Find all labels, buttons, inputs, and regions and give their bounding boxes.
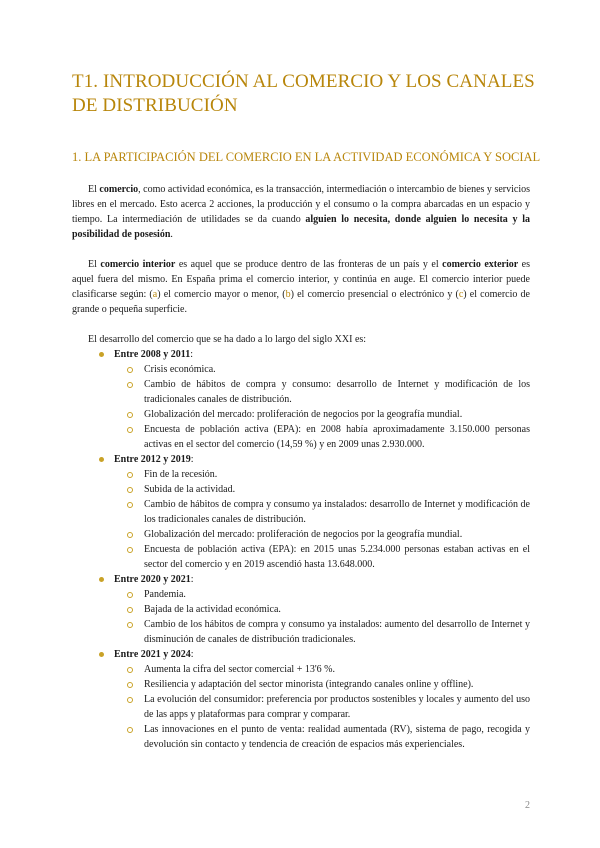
list-item-text: Cambio de hábitos de compra y consumo ya instalados: desarrollo de Internet y modificación de los tradicionales canales de distribución. (144, 499, 530, 525)
circle-bullet-icon (127, 532, 133, 538)
text-run: El (88, 184, 100, 195)
list-item (114, 527, 530, 542)
section-heading: 1. LA PARTICIPACIÓN DEL COMERCIO EN LA ACTIVIDAD ECONÓMICA Y SOCIAL (72, 150, 541, 164)
list-item-text: Globalización del mercado: proliferación de negocios por la geografía mundial. (144, 529, 463, 540)
bullet-icon (99, 577, 104, 582)
periods-list (72, 347, 530, 752)
period-item: Entre 2012 y 2019: Fin de la recesión. Subida de la actividad. Cambio de hábitos de compra y consumo ya instalados: desarrollo de Internet y modificación de los tradicionales canales de distribución. Globalización del mercado: proliferación de negocios por la geografía mundial. Encuesta de población activa (EPA): en 2015 unas 5.234.000 personas estaban activas en el sector del comercio y en 2019 ascendió hasta 13.648.000. (72, 452, 530, 572)
paragraph-interior-exterior (72, 257, 530, 317)
circle-bullet-icon (127, 667, 133, 673)
text-run: es aquel fuera del mismo. En España prima el comercio interior, y continúa en auge. El comercio interior puede clasificarse según: ( (72, 259, 531, 300)
bold-term: comercio interior (100, 259, 176, 270)
period-sublist (114, 662, 530, 752)
list-item-text: Subida de la actividad. (144, 484, 236, 495)
bold-term: comercio exterior (442, 259, 519, 270)
list-item (114, 467, 530, 482)
paragraph-siglo-xxi: El desarrollo del comercio que se ha dado a lo largo del siglo XXI es: (88, 334, 367, 345)
list-item (114, 587, 530, 602)
text-run: . (170, 229, 173, 240)
list-item (114, 602, 530, 617)
period-sublist (114, 467, 530, 572)
list-item-text: Crisis económica. (144, 364, 216, 375)
circle-bullet-icon (127, 487, 133, 493)
circle-bullet-icon (127, 622, 133, 628)
list-item-text: Globalización del mercado: proliferación de negocios por la geografía mundial. (144, 409, 463, 420)
text-run: , como actividad económica, es la transacción, intermediación o intercambio de bienes y servicios libres en el mercado. Esto acerca 2 acciones, la producción y el consumo o la compra abarcadas en un espacio y tiempo. La intermediación de utilidades se da cuando (72, 184, 530, 225)
list-item-text: Las innovaciones en el punto de venta: realidad aumentada (RV), sistema de pago, recogida y devolución sin contacto y tendencia de creación de espacios más experienciales. (144, 724, 530, 750)
list-item-text: Pandemia. (144, 589, 186, 600)
period-item: Entre 2008 y 2011: Crisis económica. Cambio de hábitos de compra y consumo: desarrollo de Internet y modificación de los tradicionales canales de distribución. Globalización del mercado: proliferación de negocios por la geografía mundial. Encuesta de población activa (EPA): en 2008 había aproximadamente 3.150.000 personas activas en el sector del comercio (14,59 %) y en 2009 unas 2.930.000. (72, 347, 530, 452)
list-item-text: Fin de la recesión. (144, 469, 218, 480)
list-item (114, 722, 530, 752)
circle-bullet-icon (127, 472, 133, 478)
text-run: ) el comercio de grande o pequeña superficie. (72, 289, 530, 315)
period-label: Entre 2012 y 2019 (114, 454, 191, 465)
document-body (72, 182, 530, 752)
circle-bullet-icon (127, 412, 133, 418)
text-run: ) el comercio mayor o menor, ( (157, 289, 286, 300)
list-item-text: Encuesta de población activa (EPA): en 2015 unas 5.234.000 personas estaban activas en el sector del comercio y en 2019 ascendió hasta 13.648.000. (144, 544, 530, 570)
period-sublist (114, 587, 530, 647)
bold-term: comercio (99, 184, 139, 195)
list-item-text: Cambio de hábitos de compra y consumo: desarrollo de Internet y modificación de los tradicionales canales de distribución. (144, 379, 530, 405)
circle-bullet-icon (127, 727, 133, 733)
list-item-text: Bajada de la actividad económica. (144, 604, 281, 615)
list-item (114, 662, 530, 677)
list-item (114, 542, 530, 572)
list-item (114, 692, 530, 722)
bullet-icon (99, 352, 104, 357)
period-sublist (114, 362, 530, 452)
text-run: ) el comercio presencial o electrónico y ( (290, 289, 459, 300)
bullet-icon (99, 457, 104, 462)
paragraph-comercio (72, 182, 530, 242)
circle-bullet-icon (127, 427, 133, 433)
list-item (114, 677, 530, 692)
enum-letter: a (152, 289, 158, 300)
bullet-icon (99, 652, 104, 657)
list-item (114, 407, 530, 422)
list-item (114, 497, 530, 527)
circle-bullet-icon (127, 382, 133, 388)
circle-bullet-icon (127, 607, 133, 613)
circle-bullet-icon (127, 697, 133, 703)
list-item-text: Encuesta de población activa (EPA): en 2008 había aproximadamente 3.150.000 personas activas en el sector del comercio (14,59 %) y en 2009 unas 2.930.000. (144, 424, 530, 450)
page-number: 2 (525, 800, 530, 811)
list-item-text: Resiliencia y adaptación del sector minorista (integrando canales online y offline). (144, 679, 474, 690)
list-item-text: Aumenta la cifra del sector comercial + 13'6 %. (144, 664, 335, 675)
circle-bullet-icon (127, 547, 133, 553)
list-item-text: La evolución del consumidor: preferencia por productos sostenibles y locales y aumento del uso de las apps y plataformas para comprar y comparar. (144, 694, 530, 720)
period-item: Entre 2021 y 2024: Aumenta la cifra del sector comercial + 13'6 %. Resiliencia y adaptación del sector minorista (integrando canales online y offline). La evolución del consumidor: preferencia por productos sostenibles y locales y aumento del uso de las apps y plataformas para comprar y comparar. Las innovaciones en el punto de venta: realidad aumentada (RV), sistema de pago, recogida y devolución sin contacto y tendencia de creación de espacios más experienciales. (72, 647, 530, 752)
list-item (114, 377, 530, 407)
list-item-text: Cambio de los hábitos de compra y consumo ya instalados: aumento del desarrollo de Internet y disminución de canales de distribución tradicionales. (144, 619, 530, 645)
circle-bullet-icon (127, 592, 133, 598)
list-item (114, 482, 530, 497)
circle-bullet-icon (127, 367, 133, 373)
enum-letter: b (285, 289, 291, 300)
list-item (114, 362, 530, 377)
period-label: Entre 2008 y 2011 (114, 349, 191, 360)
period-label: Entre 2021 y 2024 (114, 649, 191, 660)
text-run: El (88, 259, 101, 270)
list-item (114, 422, 530, 452)
text-run: es aquel que se produce dentro de las fronteras de un país y el (175, 259, 443, 270)
enum-letter: c (458, 289, 464, 300)
list-item (114, 617, 530, 647)
page-title: T1. INTRODUCCIÓN AL COMERCIO Y LOS CANALES DE DISTRIBUCIÓN (72, 71, 535, 116)
circle-bullet-icon (127, 682, 133, 688)
circle-bullet-icon (127, 502, 133, 508)
period-item: Entre 2020 y 2021: Pandemia. Bajada de la actividad económica. Cambio de los hábitos de compra y consumo ya instalados: aumento del desarrollo de Internet y disminución de canales de distribución tradicionales. (72, 572, 530, 647)
period-label: Entre 2020 y 2021 (114, 574, 191, 585)
bold-term: alguien lo necesita, donde alguien lo necesita y la posibilidad de posesión (72, 214, 530, 240)
